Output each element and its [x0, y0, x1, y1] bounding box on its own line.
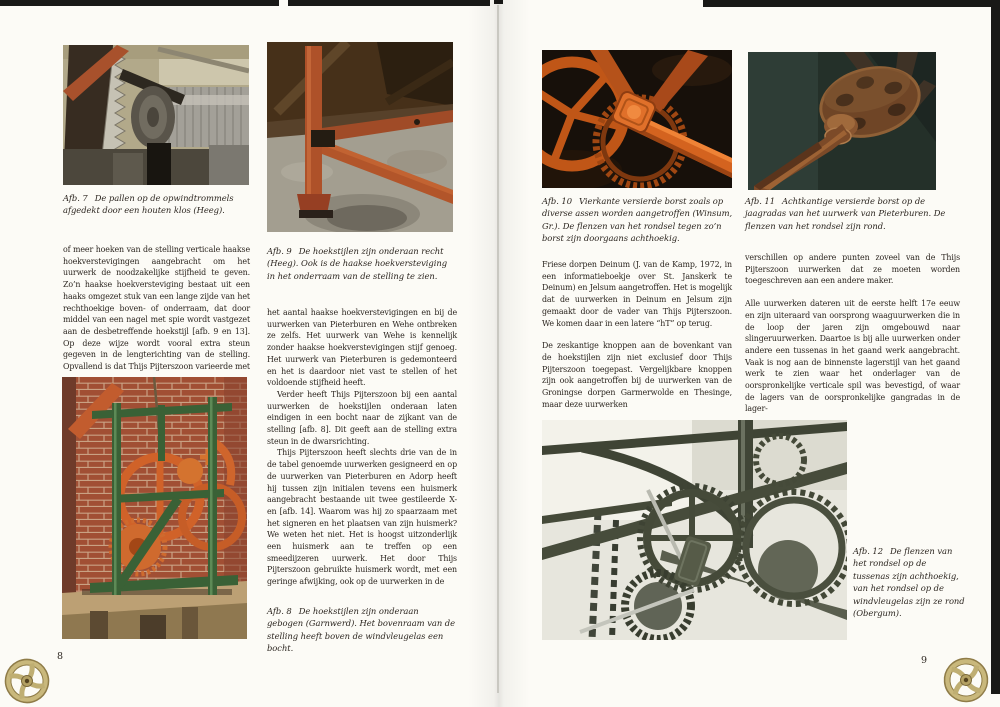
handwheel-icon	[3, 657, 51, 707]
figure-label: Afb. 10	[542, 196, 572, 206]
paragraph: Friese dorpen Deinum (J. van de Kamp, 1972, in een informatieboekje over St. Janskerk te Deinum) en Jelsum aangetroffen. Het is mogelijk dat de uurwerken in Deinum en Jelsum zijn gemaakt door de vader van Thijs Pijterszoon. We komen daar in een latere “hT” op terug.	[542, 260, 732, 328]
figure-label: Afb. 8	[267, 606, 292, 616]
figure-label: Afb. 11	[745, 196, 775, 206]
figure-afb9-photo	[267, 42, 453, 232]
scan-edge-artifact	[703, 0, 993, 7]
figure-afb8-caption	[267, 605, 457, 655]
figure-caption-text: Achtkantige versierde borst op de jaagradas van het uurwerk van Pieterburen. De flenzen van het rondsel zijn rond.	[745, 196, 946, 231]
figure-afb12-photo	[542, 420, 847, 640]
paragraph: Thijs Pijterszoon heeft slechts drie van de in de tabel genoemde uurwerken gesigneerd en op de uurwerken van Pieterburen en Adorp heeft hij tussen zijn initialen tevens een huismerk aangebracht bestaande uit twee gestileerde X-en [afb. 14]. Waarom was hij zo spaarzaam met het signeren en het plaatsen van zijn huismerk? We weten het niet. Het is hoogst uitzonderlijk een huismerk aan te treffen op een smeedijzeren uurwerk. Het door Thijs Pijterszoon gebruikte huismerk wordt, met een geringe afwijking, ook op de uurwerken in de	[267, 448, 457, 587]
figure-afb12-caption	[853, 545, 965, 619]
scan-edge-artifact	[288, 0, 490, 6]
page-number-right: 9	[921, 655, 928, 666]
paragraph: het aantal haakse hoekverstevigingen en bij de uurwerken van Pieterburen en Wehe ontbreken ze zelfs. Het uurwerk van Wehe is kennelijk zonder haakse hoekverstevigingen stijf genoeg. Het uurwerk van Pieterburen is gedemonteerd en het is daardoor niet vast te stellen of het voldoende stijfheid heeft.	[267, 308, 457, 388]
figure-caption-text: De pallen op de opwindtrommels afgedekt door een houten klos (Heeg).	[63, 193, 234, 216]
figure-label: Afb. 7	[63, 193, 88, 203]
right-page-column2	[745, 252, 960, 415]
paragraph: Verder heeft Thijs Pijterszoon bij een aantal uurwerken de hoekstijlen onderaan laten eindigen in een bocht naar de zijkant van de stelling [afb. 8]. Dit geeft aan de stelling extra steun in de dwarsrichting.	[267, 389, 457, 446]
figure-label: Afb. 9	[267, 246, 292, 256]
page-gutter-shadow	[468, 0, 530, 707]
paragraph: Alle uurwerken dateren uit de eerste helft 17e eeuw en zijn uiteraard van oorsprong waaguurwerken die in de loop der jaren zijn omgebouwd naar slingeruurwerken. Daartoe is bij alle uurwerken onder andere een tussenas in het gaand werk aangebracht. Vaak is nog aan de binnenste lagerstijl van het gaand werk te zien waar het onderlager van de oorspronkelijke verticale spil was bevestigd, of waar de lagers van de oorspronkelijke gangradas in de lager-	[745, 299, 960, 414]
paragraph: De zeskantige knoppen aan de bovenkant van de hoekstijlen zijn niet exclusief door Thijs Pijterszoon toegepast. Vergelijkbare knoppen zijn ook aangetroffen bij de uurwerken van de Groningse dorpen Garmerwolde en Thesinge, maar deze uurwerken	[542, 341, 732, 409]
page-number-left: 8	[57, 651, 64, 662]
scan-edge-artifact	[991, 0, 1000, 694]
figure-afb8-photo	[62, 377, 247, 639]
paragraph: verschillen op andere punten zoveel van de Thijs Pijterszoon uurwerken dat ze moeten worden toegeschreven aan een andere maker.	[745, 253, 960, 286]
page-gutter-line	[497, 5, 499, 693]
figure-caption-text: De flenzen van het rondsel op de tussenas zijn achthoekig, van het rondsel op de windvleugelas zijn ze rond (Obergum).	[853, 546, 965, 619]
right-page-column1	[542, 259, 732, 410]
figure-afb7-photo	[63, 45, 249, 185]
left-page-column2	[267, 307, 457, 588]
scan-edge-artifact	[0, 0, 279, 6]
figure-label: Afb. 12	[853, 546, 883, 556]
figure-caption-text: De hoekstijlen zijn onderaan gebogen (Garnwerd). Het bovenraam van de stelling heeft boven de windvleugelas een bocht.	[267, 606, 455, 654]
figure-afb9-caption	[267, 245, 457, 282]
figure-afb11-caption	[745, 195, 953, 232]
handwheel-icon	[941, 656, 991, 707]
left-page-column1	[63, 244, 250, 373]
figure-afb10-caption	[542, 195, 734, 245]
figure-afb11-photo	[748, 52, 936, 190]
figure-caption-text: De hoekstijlen zijn onderaan recht (Heeg). Ook is de haakse hoekversteviging in het onderraam van de stelling te zien.	[267, 246, 448, 281]
figure-afb10-photo	[542, 50, 732, 188]
paragraph: of meer hoeken van de stelling verticale haakse hoekverstevigingen aangebracht om het uurwerk de noodzakelijke stijfheid te geven. Zo’n haakse hoekversteviging bestaat uit een haaks omgezet stuk van een lange zijde van het rechthoekige boven- of onderraam, dat door middel van een nagel met spie wordt vastgezet aan de desbetreffende hoekstijl [afb. 9 en 13]. Op deze wijze wordt vooral extra steun gegeven in de lengterichting van de stelling. Opvallend is dat Thijs Pijterszoon varieerde met	[63, 245, 250, 372]
figure-caption-text: Vierkante versierde borst zoals op diverse assen worden aangetroffen (Winsum, Gr.). De flenzen van het rondsel tegen zo’n borst zijn doorgaans achthoekig.	[542, 196, 733, 244]
figure-afb7-caption	[63, 192, 250, 217]
